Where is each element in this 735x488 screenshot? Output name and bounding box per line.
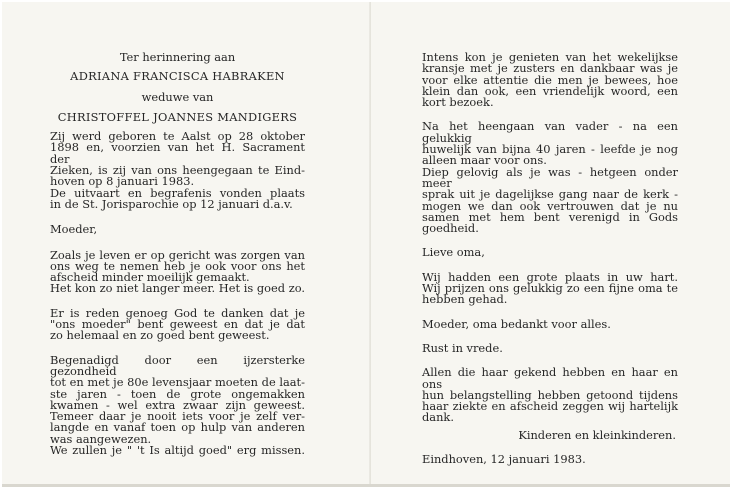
- text-line: De uitvaart en begrafenis vonden plaats: [50, 185, 305, 200]
- widow-of-text: weduwe van: [141, 89, 214, 104]
- deceased-name: ADRIANA FRANCISCA HABRAKEN: [70, 69, 285, 84]
- thanks-line: Moeder, oma bedankt voor alles.: [422, 316, 611, 331]
- text-line: alleen maar voor ons.: [422, 153, 547, 168]
- text-line: ste jaren - toen de grote ongemakken: [50, 386, 305, 401]
- text-line: Intens kon je genieten van het wekelijkse: [422, 50, 678, 64]
- text-line: kransje met je zusters en dankbaar was je: [422, 61, 678, 76]
- text-line: We zullen je " 't Is altijd goed" erg missen.: [50, 443, 305, 458]
- text-line: dank.: [422, 410, 454, 425]
- husband-name: CHRISTOFFEL JOANNES MANDIGERS: [57, 109, 298, 124]
- greeting: Lieve oma,: [422, 245, 485, 260]
- text-line: kwamen - wel extra zwaar zijn geweest.: [50, 397, 305, 412]
- text-line: Het kon zo niet langer meer. Het is goed zo.: [50, 281, 305, 296]
- text-line: hebben gehad.: [422, 292, 508, 307]
- right-page: [422, 52, 678, 465]
- rest-in-peace: Rust in vrede.: [422, 340, 503, 355]
- text-line: klein dan ook, een vriendelijk woord, een: [422, 83, 678, 98]
- paragraph-4: [422, 52, 678, 108]
- text-line: Zieken, is zij van ons heengegaan te Eind-: [50, 163, 305, 178]
- text-line: Temeer daar je nooit iets voor je zelf ver-: [50, 409, 305, 424]
- text-line: "ons moeder" bent geweest en dat je dat: [50, 317, 305, 332]
- text-line: tot en met je 80e levensjaar moeten de laat-: [50, 375, 305, 390]
- text-line: 1898 en, voorzien van het H. Sacrament der: [50, 140, 305, 166]
- text-line: voor elke attentie die men je bewees, hoe: [422, 72, 678, 87]
- paragraph-2: [50, 305, 305, 343]
- text-line: Diep gelovig als je was - hetgeen onder meer: [422, 164, 678, 190]
- text-line: hoven op 8 januari 1983.: [50, 174, 195, 189]
- place-date: Eindhoven, 12 januari 1983.: [422, 452, 586, 467]
- intro-text: Ter herinnering aan: [119, 50, 236, 64]
- text-line: Wij hadden een grote plaats in uw hart.: [422, 269, 678, 284]
- text-line: Zij werd geboren te Aalst op 28 oktober: [50, 129, 305, 144]
- text-line: Begenadigd door een ijzersterke gezondheid: [50, 352, 305, 378]
- text-line: huwelijk van bijna 40 jaren - leefde je nog: [422, 142, 678, 157]
- birth-death-paragraph: [50, 131, 305, 210]
- text-line: hun belangstelling hebben getoond tijdens: [422, 387, 678, 402]
- text-line: was aangewezen.: [50, 431, 152, 446]
- text-line: kort bezoek.: [422, 95, 494, 110]
- memorial-card: [2, 2, 730, 487]
- text-line: Zoals je leven er op gericht was zorgen van: [50, 247, 305, 262]
- text-line: Allen die haar gekend hebben en haar en ons: [422, 365, 678, 391]
- card-fold: [369, 2, 371, 484]
- text-line: goedheid.: [422, 221, 479, 236]
- left-page: [50, 52, 305, 456]
- paragraph-5: [422, 121, 678, 234]
- paragraph-6: [422, 269, 678, 307]
- signature: Kinderen en kleinkinderen.: [518, 427, 676, 442]
- text-line: Wij prijzen ons gelukkig zo een fijne oma te: [422, 281, 678, 296]
- text-line: zo helemaal en zo goed bent geweest.: [50, 328, 270, 343]
- text-line: langde en vanaf toen op hulp van anderen: [50, 420, 305, 435]
- text-line: Er is reden genoeg God te danken dat je: [50, 305, 305, 320]
- text-line: afscheid minder moeilijk gemaakt.: [50, 270, 250, 285]
- text-line: Na het heengaan van vader - na een gelukkig: [422, 119, 678, 145]
- paragraph-3: [50, 352, 305, 458]
- text-line: haar ziekte en afscheid zeggen wij hartelijk: [422, 399, 678, 414]
- text-line: ons weg te nemen heb je ook voor ons het: [50, 258, 305, 273]
- text-line: mogen we dan ook vertrouwen dat je nu: [422, 198, 678, 213]
- salutation: Moeder,: [50, 222, 98, 237]
- text-line: sprak uit je dagelijkse gang naar de kerk -: [422, 187, 678, 202]
- text-line: in de St. Jorisparochie op 12 januari d.a.v.: [50, 196, 293, 211]
- text-line: samen met hem bent verenigd in Gods: [422, 209, 678, 224]
- paragraph-1: [50, 247, 305, 296]
- paragraph-7: [422, 367, 678, 423]
